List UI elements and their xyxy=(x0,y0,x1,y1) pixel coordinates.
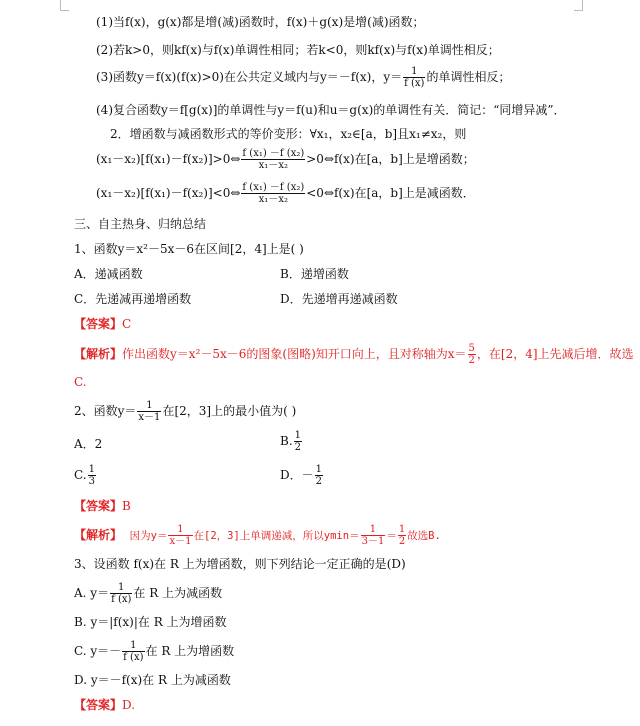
q3-option-d: D. y＝－f(x)在 R 上为减函数 xyxy=(74,673,231,687)
analysis-text: 因为y＝ xyxy=(129,530,168,542)
section-title: 三、自主热身、归纳总结 xyxy=(74,217,207,231)
fraction-denominator: 3－1 xyxy=(361,536,385,547)
fraction-denominator: 3 xyxy=(88,476,95,487)
fraction-denominator: f (x) xyxy=(404,78,425,89)
answer-tag: 【答案】 xyxy=(74,499,123,513)
fraction xyxy=(168,524,192,547)
fraction xyxy=(137,400,161,423)
fraction xyxy=(241,182,305,205)
fraction-denominator: f (x) xyxy=(123,652,144,663)
fraction-denominator: x₁－x₂ xyxy=(258,160,288,171)
page-corner-mark-left xyxy=(60,0,69,11)
property-4: (4)复合函数y＝f[g(x)]的单调性与y＝f(u)和u＝g(x)的单调性有关．简记：“同增异减”． xyxy=(96,103,566,117)
answer-value: C xyxy=(122,317,132,331)
fraction-numerator: 1 xyxy=(361,524,386,536)
property-1: (1)当f(x)，g(x)都是增(减)函数时，f(x)＋g(x)是增(减)函数； xyxy=(96,15,425,29)
fraction-denominator: x－1 xyxy=(138,412,161,423)
option-label: D．－ xyxy=(280,468,314,482)
q3-answer xyxy=(74,697,135,713)
fraction-numerator: 1 xyxy=(294,430,302,441)
q1-option-c: C．先递减再递增函数 xyxy=(74,292,192,306)
q2-option-c xyxy=(74,464,97,487)
option-text-tail: 在 R 上为增函数 xyxy=(145,644,235,658)
fraction xyxy=(294,430,302,453)
property-2: (2)若k>0，则kf(x)与f(x)单调性相同；若k<0，则kf(x)与f(x)单调性相反； xyxy=(96,43,500,57)
equivalence-increasing-left: (x₁－x₂)[f(x₁)－f(x₂)]>0⇔ xyxy=(96,152,241,166)
fraction-numerator: 1 xyxy=(110,582,132,594)
q1-option-d: D．先递增再递减函数 xyxy=(280,292,398,306)
q1-option-a: A．递减函数 xyxy=(74,267,143,281)
q2-answer xyxy=(74,498,131,514)
analysis-equals: ＝ xyxy=(386,530,397,542)
q2-option-a: A．2 xyxy=(74,437,103,451)
fraction xyxy=(110,582,132,605)
option-label: C. xyxy=(74,468,87,482)
q1-option-b: B．递增函数 xyxy=(280,267,349,281)
analysis-tag: 【解析】 xyxy=(74,347,123,361)
answer-value: B xyxy=(122,499,131,513)
fraction-numerator: 1 xyxy=(168,524,192,536)
fraction-numerator: f (x₁) －f (x₂) xyxy=(242,148,305,159)
property-3 xyxy=(96,66,510,89)
answer-tag: 【答案】 xyxy=(74,698,123,712)
fraction xyxy=(88,464,96,487)
fraction-numerator: 1 xyxy=(122,640,144,652)
equivalence-decreasing-left: (x₁－x₂)[f(x₁)－f(x₂)]<0⇔ xyxy=(96,186,241,200)
q2-stem xyxy=(74,400,296,423)
fraction-denominator: 2 xyxy=(294,442,302,453)
fraction xyxy=(361,524,386,547)
fraction xyxy=(403,66,425,89)
analysis-text: 作出函数y＝x²－5x－6的图象(图略)知开口向上，且对称轴为x＝ xyxy=(122,347,467,361)
answer-value: D. xyxy=(122,698,136,712)
equivalence-decreasing xyxy=(96,182,475,205)
analysis-text-middle: 在[2，3]上单调递减，所以ymin＝ xyxy=(193,530,360,542)
q3-option-c xyxy=(74,640,234,663)
answer-tag: 【答案】 xyxy=(74,317,123,331)
fraction-numerator: 1 xyxy=(398,524,406,535)
fraction-denominator: 2 xyxy=(315,476,322,487)
q2-option-d xyxy=(280,464,324,487)
q1-analysis xyxy=(74,343,634,366)
option-label: B. xyxy=(280,434,293,448)
fraction-denominator: x－1 xyxy=(169,536,192,547)
q1-answer xyxy=(74,316,131,332)
fraction-numerator: 5 xyxy=(468,343,475,354)
q2-analysis xyxy=(74,524,441,547)
q3-option-b: B. y＝|f(x)|在 R 上为增函数 xyxy=(74,615,227,629)
analysis-tag: 【解析】 xyxy=(74,528,123,542)
fraction-numerator: 1 xyxy=(315,464,322,475)
option-text: A. y＝ xyxy=(74,586,110,600)
fraction-numerator: 1 xyxy=(88,464,95,475)
option-text-tail: 在 R 上为减函数 xyxy=(133,586,223,600)
q2-stem-text: 2、函数y＝ xyxy=(74,404,137,418)
fraction xyxy=(122,640,144,663)
equivalence-increasing-right: >0⇔f(x)在[a，b]上是增函数； xyxy=(306,152,475,166)
page-corner-mark-right xyxy=(574,0,583,11)
q1-stem: 1、函数y＝x²－5x－6在区间[2，4]上是( ) xyxy=(74,242,304,256)
fraction-denominator: 2 xyxy=(468,355,475,366)
fraction-denominator: 2 xyxy=(398,536,406,547)
fraction xyxy=(315,464,323,487)
property-3-tail: 的单调性相反； xyxy=(426,70,511,84)
analysis-text-tail: ，在[2，4]上先减后增．故选 xyxy=(476,347,634,361)
q3-option-a xyxy=(74,582,222,605)
q1-analysis-end: C. xyxy=(74,375,87,389)
option-text: C. y＝－ xyxy=(74,644,122,658)
fraction-numerator: 1 xyxy=(137,400,161,412)
analysis-text-tail: 故选B. xyxy=(407,530,441,542)
fraction-denominator: f (x) xyxy=(111,594,132,605)
fraction xyxy=(398,524,406,547)
equivalence-title: 2．增函数与减函数形式的等价变形：∀x₁，x₂∈[a，b]且x₁≠x₂，则 xyxy=(110,127,467,141)
fraction-numerator: 1 xyxy=(403,66,425,78)
fraction xyxy=(468,343,476,366)
equivalence-increasing xyxy=(96,148,475,171)
fraction-numerator: f (x₁) －f (x₂) xyxy=(242,182,305,193)
equivalence-decreasing-right: <0⇔f(x)在[a，b]上是减函数． xyxy=(306,186,475,200)
fraction-denominator: x₁－x₂ xyxy=(258,194,288,205)
q3-stem: 3、设函数 f(x)在 R 上为增函数，则下列结论一定正确的是(D) xyxy=(74,557,406,571)
property-3-text: (3)函数y＝f(x)(f(x)>0)在公共定义域内与y＝－f(x)，y＝ xyxy=(96,70,403,84)
fraction xyxy=(241,148,305,171)
q2-stem-tail: 在[2，3]上的最小值为( ) xyxy=(162,404,297,418)
q2-option-b xyxy=(280,430,303,453)
